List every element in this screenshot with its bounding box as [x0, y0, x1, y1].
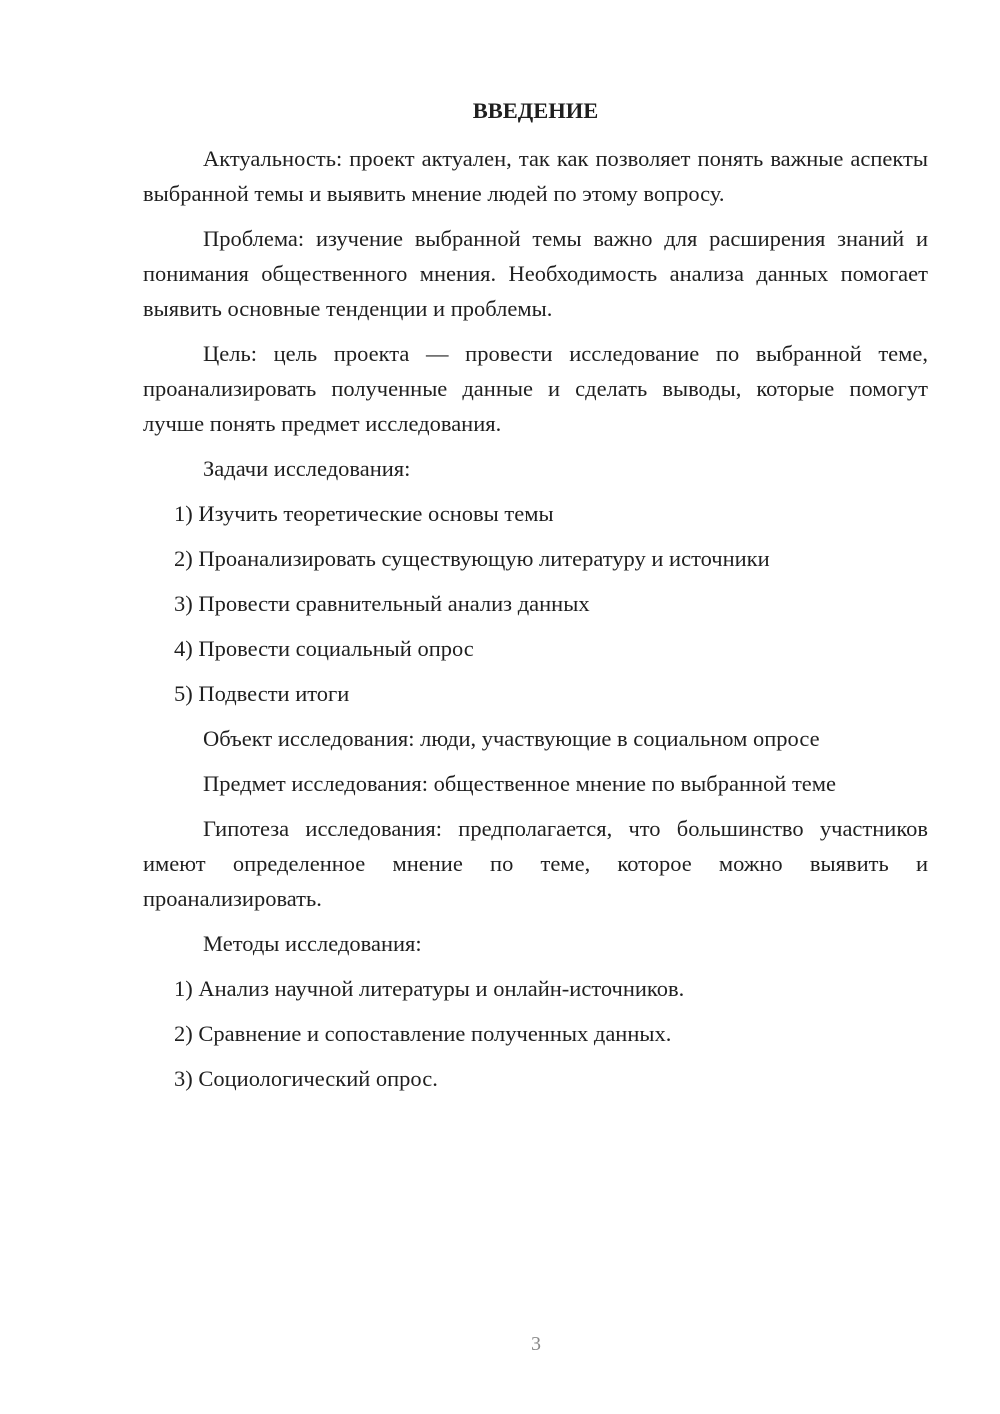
- research-object: Объект исследования: люди, участвующие в социальном опросе: [203, 726, 820, 751]
- methods-heading: Методы исследования:: [203, 931, 422, 956]
- section-title: ВВЕДЕНИЕ: [472, 98, 599, 123]
- hypothesis-paragraph: Гипотеза исследования: предполагается, что большинство участников имеют определенное мнение по теме, которое можно выявить и проанализировать.: [143, 816, 928, 911]
- page-number: 3: [531, 1333, 541, 1355]
- task-item: 4) Провести социальный опрос: [174, 636, 474, 661]
- task-item: 2) Проанализировать существующую литературу и источники: [174, 546, 770, 571]
- relevance-paragraph: Актуальность: проект актуален, так как позволяет понять важные аспекты выбранной темы и выявить мнение людей по этому вопросу.: [143, 146, 928, 206]
- goal-paragraph: Цель: цель проекта — провести исследование по выбранной теме, проанализировать полученные данные и сделать выводы, которые помогут лучше понять предмет исследования.: [143, 341, 928, 436]
- page-content: [143, 93, 928, 1106]
- tasks-heading: Задачи исследования:: [203, 456, 411, 481]
- method-item: 2) Сравнение и сопоставление полученных данных.: [174, 1021, 672, 1046]
- task-item: 5) Подвести итоги: [174, 681, 350, 706]
- task-item: 1) Изучить теоретические основы темы: [174, 501, 554, 526]
- method-item: 1) Анализ научной литературы и онлайн-источников.: [174, 976, 685, 1001]
- task-item: 3) Провести сравнительный анализ данных: [174, 591, 590, 616]
- problem-paragraph: Проблема: изучение выбранной темы важно для расширения знаний и понимания общественного мнения. Необходимость анализа данных помогает выявить основные тенденции и проблемы.: [143, 226, 928, 321]
- research-subject: Предмет исследования: общественное мнение по выбранной теме: [203, 771, 836, 796]
- method-item: 3) Социологический опрос.: [174, 1066, 438, 1091]
